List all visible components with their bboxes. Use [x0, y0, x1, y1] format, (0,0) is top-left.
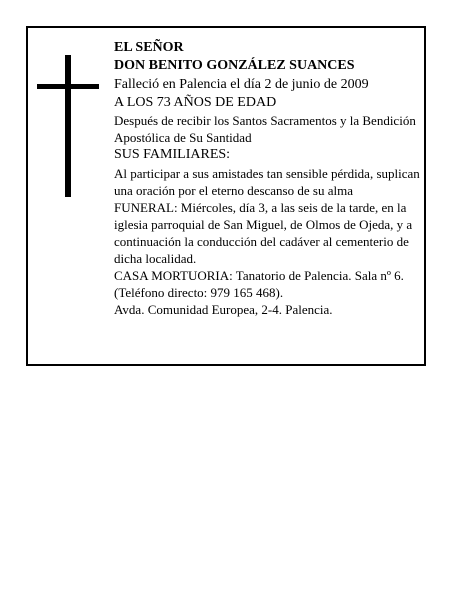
funeral-details: FUNERAL: Miércoles, día 3, a las seis de la tarde, en la iglesia parroquial de San Miguel, de Olmos de Ojeda, y a continuación la conducción del cadáver al cementerio de dicha localidad. [114, 200, 413, 266]
deceased-name: DON BENITO GONZÁLEZ SUANCES [114, 58, 355, 73]
deceased-title: EL SEÑOR [114, 40, 184, 55]
sacraments-text: Después de recibir los Santos Sacramentos y la Bendición Apostólica de Su Santidad [114, 113, 416, 145]
death-details: Falleció en Palencia el día 2 de junio de 2009 [114, 77, 369, 92]
mortuary-address: Avda. Comunidad Europea, 2-4. Palencia. [114, 302, 333, 317]
age-at-death: A LOS 73 AÑOS DE EDAD [114, 95, 277, 110]
cross-horizontal-bar [37, 84, 99, 89]
family-message: Al participar a sus amistades tan sensible pérdida, suplican una oración por el eterno descanso de su alma [114, 166, 420, 198]
cross-vertical-bar [65, 55, 71, 197]
family-heading: SUS FAMILIARES: [114, 147, 231, 162]
mortuary-details: CASA MORTUORIA: Tanatorio de Palencia. Sala nº 6. (Teléfono directo: 979 165 468). [114, 268, 404, 300]
obituary-text [114, 39, 420, 318]
